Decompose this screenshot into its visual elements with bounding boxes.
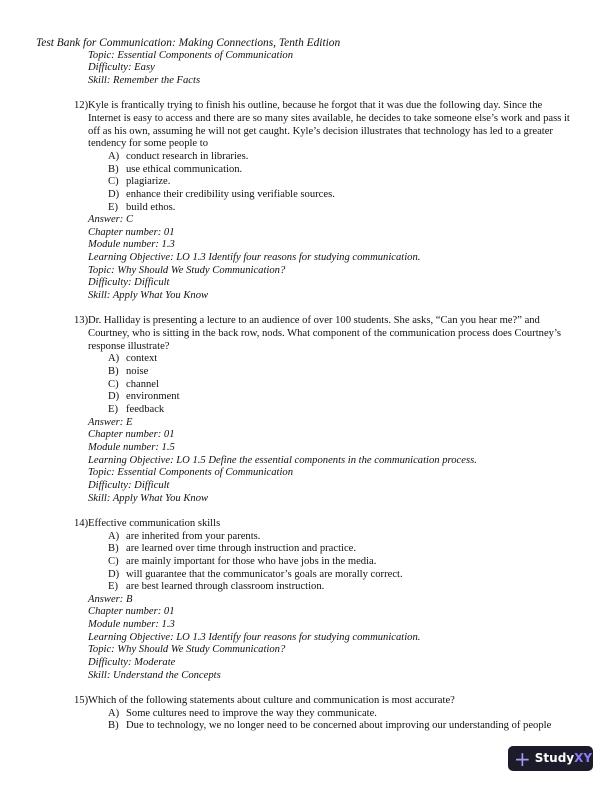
question-meta-line: Skill: Apply What You Know bbox=[88, 290, 209, 302]
question-meta-line: Difficulty: Moderate bbox=[88, 657, 176, 669]
answer-option bbox=[108, 404, 612, 417]
option-letter: B) bbox=[108, 543, 119, 555]
question-text: Effective communication skills bbox=[88, 517, 221, 529]
option-letter: C) bbox=[108, 176, 119, 188]
answer-option bbox=[108, 189, 612, 202]
question-meta-line: Chapter number: 01 bbox=[88, 606, 175, 618]
option-text: enhance their credibility using verifiable sources. bbox=[126, 188, 335, 200]
option-text: plagiarize. bbox=[126, 176, 171, 188]
option-letter: E) bbox=[108, 581, 118, 593]
document-page bbox=[0, 37, 612, 733]
question-number: 15) bbox=[74, 695, 89, 707]
option-text: are learned over time through instruction and practice. bbox=[126, 543, 357, 555]
question-meta-line: Topic: Essential Components of Communication bbox=[88, 467, 294, 479]
option-text: are best learned through classroom instruction. bbox=[126, 581, 325, 593]
answer-option bbox=[108, 391, 612, 404]
answer-option bbox=[108, 556, 612, 569]
option-text: Due to technology, we no longer need to be concerned about improving our understanding of people bbox=[126, 720, 552, 732]
answer-option bbox=[108, 176, 612, 189]
question-meta-line: Skill: Remember the Facts bbox=[88, 74, 201, 86]
option-letter: A) bbox=[108, 707, 120, 719]
option-letter: A) bbox=[108, 530, 120, 542]
question-text: Kyle is frantically trying to finish his outline, because he forgot that it was due the following day. Since the Internet is easy to access and there are so many sites available, he decides to take someone else’s work and pass it off as his own, assuming he will not get caught. Kyle’s decision illustrates that technology has led to a greater tendency for some people to bbox=[88, 100, 570, 150]
question-meta-line: Topic: Essential Components of Communication bbox=[88, 49, 294, 61]
option-text: are mainly important for those who have jobs in the media. bbox=[126, 555, 377, 567]
question-meta-line: Module number: 1.3 bbox=[88, 619, 175, 631]
answer-option bbox=[108, 353, 612, 366]
question-meta-line: Module number: 1.5 bbox=[88, 441, 175, 453]
option-letter: A) bbox=[108, 150, 120, 162]
question-meta-line: Difficulty: Difficult bbox=[88, 277, 170, 289]
option-text: use ethical communication. bbox=[126, 163, 243, 175]
option-letter: B) bbox=[108, 366, 119, 378]
studyxy-logo[interactable] bbox=[508, 746, 593, 771]
option-letter: E) bbox=[108, 201, 118, 213]
option-letter: C) bbox=[108, 555, 119, 567]
option-text: feedback bbox=[126, 404, 165, 415]
question-meta-line: Answer: B bbox=[88, 593, 133, 605]
question-block bbox=[0, 695, 612, 733]
question-meta-line: Learning Objective: LO 1.3 Identify four reasons for studying communication. bbox=[88, 631, 421, 643]
document-header: Test Bank for Communication: Making Connections, Tenth Edition bbox=[36, 37, 341, 49]
answer-option bbox=[108, 164, 612, 177]
option-letter: A) bbox=[108, 353, 120, 365]
question-meta-line: Answer: E bbox=[88, 416, 133, 428]
option-text: will guarantee that the communicator’s goals are morally correct. bbox=[126, 568, 403, 580]
option-text: build ethos. bbox=[126, 201, 176, 213]
answer-option bbox=[108, 569, 612, 582]
logo-text-xy: XY bbox=[574, 751, 593, 766]
option-letter: C) bbox=[108, 378, 119, 390]
plus-icon: + bbox=[514, 746, 531, 771]
question-meta-line: Difficulty: Difficult bbox=[88, 479, 170, 491]
option-letter: E) bbox=[108, 404, 118, 415]
question-meta-line: Topic: Why Should We Study Communication? bbox=[88, 644, 286, 656]
option-text: channel bbox=[126, 378, 159, 390]
question-block bbox=[0, 518, 612, 683]
answer-option bbox=[108, 531, 612, 544]
question-block bbox=[0, 100, 612, 303]
answer-option bbox=[108, 202, 612, 215]
option-letter: D) bbox=[108, 568, 120, 580]
question-text: Which of the following statements about culture and communication is most accurate? bbox=[88, 695, 455, 707]
question-block bbox=[0, 315, 612, 505]
answer-option bbox=[108, 366, 612, 379]
answer-option bbox=[108, 720, 612, 733]
option-text: conduct research in libraries. bbox=[126, 150, 249, 162]
question-text: Dr. Halliday is presenting a lecture to an audience of over 100 students. She asks, “Can you hear me?” and Courtney, who is sitting in the back row, nods. What component of the communication process does Courtney’s response illustrate? bbox=[88, 315, 562, 352]
question-number: 14) bbox=[74, 517, 89, 529]
option-text: environment bbox=[126, 391, 180, 403]
question-number: 12) bbox=[74, 100, 89, 112]
option-text: noise bbox=[126, 366, 149, 378]
question-meta-line: Chapter number: 01 bbox=[88, 226, 175, 238]
option-letter: B) bbox=[108, 163, 119, 175]
answer-option bbox=[108, 708, 612, 721]
question-meta-line: Difficulty: Easy bbox=[88, 62, 155, 74]
question-meta-line: Learning Objective: LO 1.3 Identify four reasons for studying communication. bbox=[88, 252, 421, 264]
option-letter: D) bbox=[108, 391, 120, 403]
question-meta-line: Learning Objective: LO 1.5 Define the essential components in the communication process. bbox=[88, 454, 477, 466]
option-text: Some cultures need to improve the way they communicate. bbox=[126, 707, 377, 719]
question-meta-line: Answer: C bbox=[88, 214, 134, 226]
question-meta-line: Module number: 1.3 bbox=[88, 239, 175, 251]
answer-option bbox=[108, 543, 612, 556]
question-meta-line: Skill: Apply What You Know bbox=[88, 492, 209, 504]
answer-option bbox=[108, 379, 612, 392]
logo-text-study: Study bbox=[534, 751, 575, 766]
option-text: are inherited from your parents. bbox=[126, 530, 261, 542]
question-number: 13) bbox=[74, 315, 89, 327]
option-letter: D) bbox=[108, 188, 120, 200]
question-meta-line: Topic: Why Should We Study Communication? bbox=[88, 264, 286, 276]
question-meta-line: Skill: Understand the Concepts bbox=[88, 669, 221, 681]
question-meta-line: Chapter number: 01 bbox=[88, 429, 175, 441]
option-text: context bbox=[126, 353, 158, 365]
answer-option bbox=[108, 151, 612, 164]
option-letter: B) bbox=[108, 720, 119, 732]
answer-option bbox=[108, 581, 612, 594]
